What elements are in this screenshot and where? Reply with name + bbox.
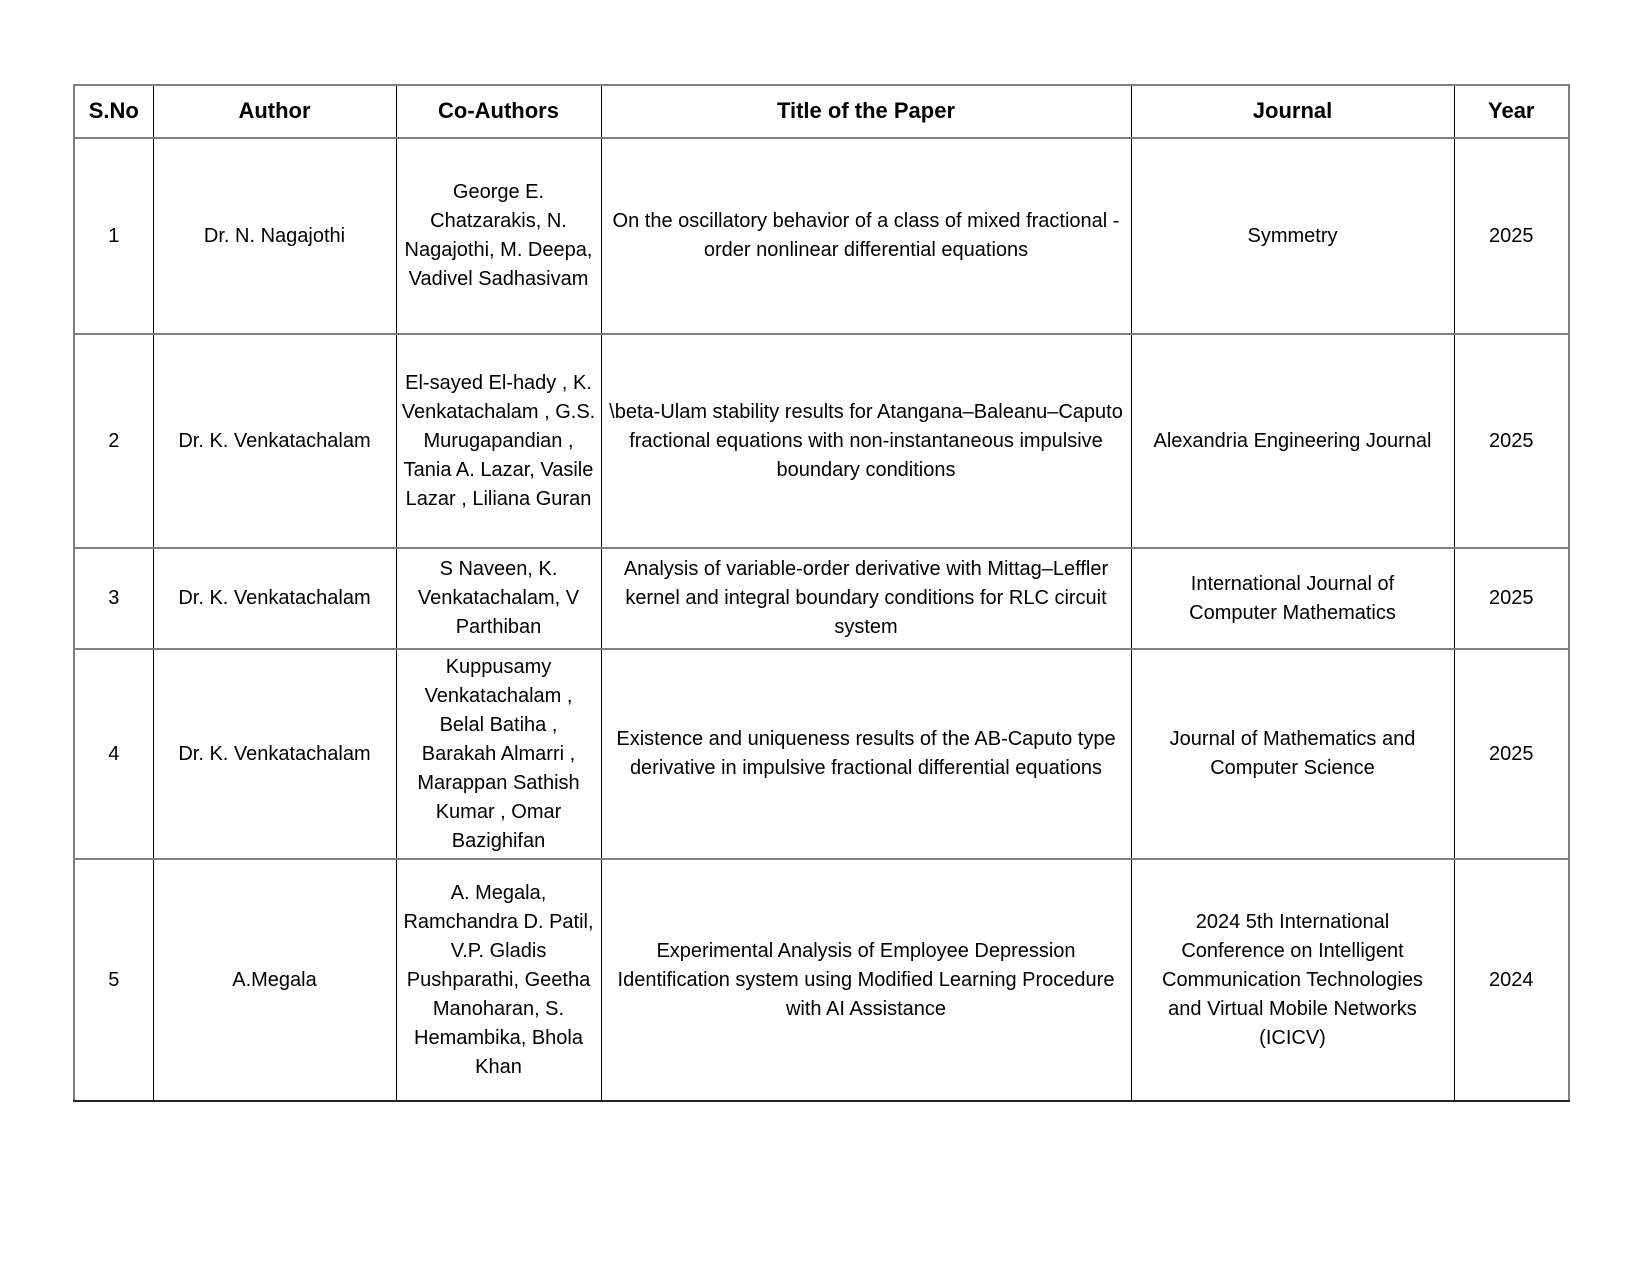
- column-header-sno: S.No: [74, 85, 153, 138]
- cell-coauthors: George E. Chatzarakis, N. Nagajothi, M. Deepa, Vadivel Sadhasivam: [396, 138, 601, 334]
- table-row: [74, 334, 1569, 548]
- column-header-title: Title of the Paper: [601, 85, 1131, 138]
- cell-title: Analysis of variable-order derivative with Mittag–Leffler kernel and integral boundary conditions for RLC circuit system: [601, 548, 1131, 649]
- cell-year: 2025: [1454, 548, 1569, 649]
- column-header-author: Author: [153, 85, 396, 138]
- table-row: [74, 649, 1569, 859]
- cell-coauthors: A. Megala, Ramchandra D. Patil, V.P. Gladis Pushparathi, Geetha Manoharan, S. Hemambika, Bhola Khan: [396, 859, 601, 1101]
- cell-coauthors: S Naveen, K. Venkatachalam, V Parthiban: [396, 548, 601, 649]
- cell-journal: Symmetry: [1131, 138, 1454, 334]
- cell-sno: 1: [74, 138, 153, 334]
- cell-sno: 4: [74, 649, 153, 859]
- table-row: [74, 138, 1569, 334]
- publications-table: [73, 84, 1570, 1102]
- cell-title: Experimental Analysis of Employee Depression Identification system using Modified Learning Procedure with AI Assistance: [601, 859, 1131, 1101]
- cell-sno: 2: [74, 334, 153, 548]
- cell-year: 2025: [1454, 334, 1569, 548]
- header-row: [74, 85, 1569, 138]
- cell-title: Existence and uniqueness results of the AB-Caputo type derivative in impulsive fractional differential equations: [601, 649, 1131, 859]
- cell-sno: 3: [74, 548, 153, 649]
- cell-title: On the oscillatory behavior of a class of mixed fractional - order nonlinear differential equations: [601, 138, 1131, 334]
- cell-author: A.Megala: [153, 859, 396, 1101]
- cell-year: 2024: [1454, 859, 1569, 1101]
- cell-journal: International Journal of Computer Mathematics: [1131, 548, 1454, 649]
- cell-author: Dr. K. Venkatachalam: [153, 649, 396, 859]
- cell-title: \beta-Ulam stability results for Atangana–Baleanu–Caputo fractional equations with non-instantaneous impulsive boundary conditions: [601, 334, 1131, 548]
- cell-journal: Alexandria Engineering Journal: [1131, 334, 1454, 548]
- cell-author: Dr. K. Venkatachalam: [153, 548, 396, 649]
- cell-author: Dr. N. Nagajothi: [153, 138, 396, 334]
- column-header-coauthors: Co-Authors: [396, 85, 601, 138]
- cell-coauthors: Kuppusamy Venkatachalam , Belal Batiha , Barakah Almarri , Marappan Sathish Kumar , Omar Bazighifan: [396, 649, 601, 859]
- cell-year: 2025: [1454, 649, 1569, 859]
- cell-journal: 2024 5th International Conference on Intelligent Communication Technologies and Virtual Mobile Networks (ICICV): [1131, 859, 1454, 1101]
- cell-author: Dr. K. Venkatachalam: [153, 334, 396, 548]
- table-row: [74, 859, 1569, 1101]
- table-row: [74, 548, 1569, 649]
- cell-sno: 5: [74, 859, 153, 1101]
- cell-journal: Journal of Mathematics and Computer Science: [1131, 649, 1454, 859]
- column-header-year: Year: [1454, 85, 1569, 138]
- column-header-journal: Journal: [1131, 85, 1454, 138]
- cell-year: 2025: [1454, 138, 1569, 334]
- cell-coauthors: El-sayed El-hady , K. Venkatachalam , G.S. Murugapandian , Tania A. Lazar, Vasile Lazar , Liliana Guran: [396, 334, 601, 548]
